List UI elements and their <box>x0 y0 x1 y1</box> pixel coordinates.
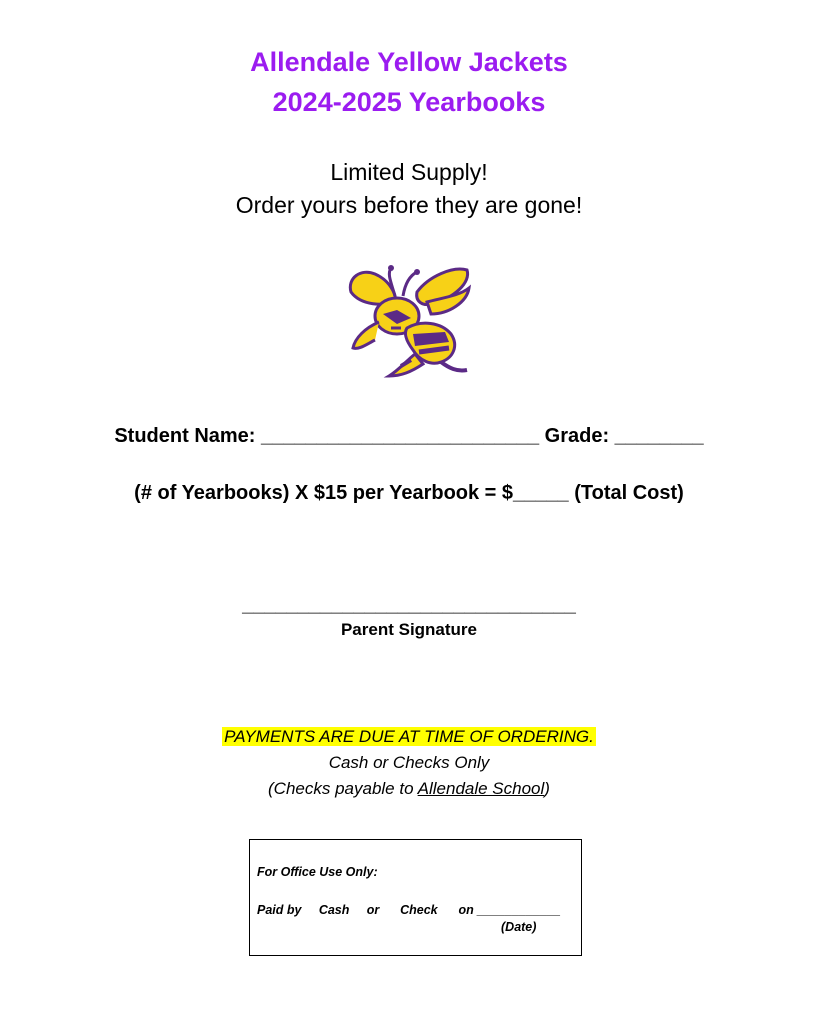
office-use-heading: For Office Use Only: <box>257 865 378 879</box>
office-use-box <box>249 839 582 956</box>
student-name-grade-line: Student Name: _________________________ Grade: ________ <box>114 425 704 447</box>
payment-due-highlight: PAYMENTS ARE DUE AT TIME OF ORDERING. <box>224 727 594 746</box>
checks-payee: Allendale School <box>417 779 545 798</box>
checks-suffix: ) <box>544 779 550 798</box>
checks-payable-line <box>0 776 818 802</box>
title-line-1: Allendale Yellow Jackets <box>250 47 568 77</box>
promo-line-2: Order yours before they are gone! <box>235 192 583 218</box>
signature-label: Parent Signature <box>340 620 478 639</box>
payment-due-notice <box>0 724 818 750</box>
paid-by-line: Paid by Cash or Check on ____________ <box>257 903 561 917</box>
title-line-2: 2024-2025 Yearbooks <box>272 87 546 117</box>
date-label: (Date) <box>501 920 537 934</box>
payment-methods: Cash or Checks Only <box>328 753 490 772</box>
yearbook-cost-line: (# of Yearbooks) X $15 per Yearbook = $_____ (Total Cost) <box>134 482 684 504</box>
signature-line: ______________________________ <box>242 594 576 616</box>
promo-line-1: Limited Supply! <box>330 159 488 185</box>
checks-prefix: (Checks payable to <box>268 779 418 798</box>
yellow-jacket-mascot-icon <box>345 262 473 380</box>
